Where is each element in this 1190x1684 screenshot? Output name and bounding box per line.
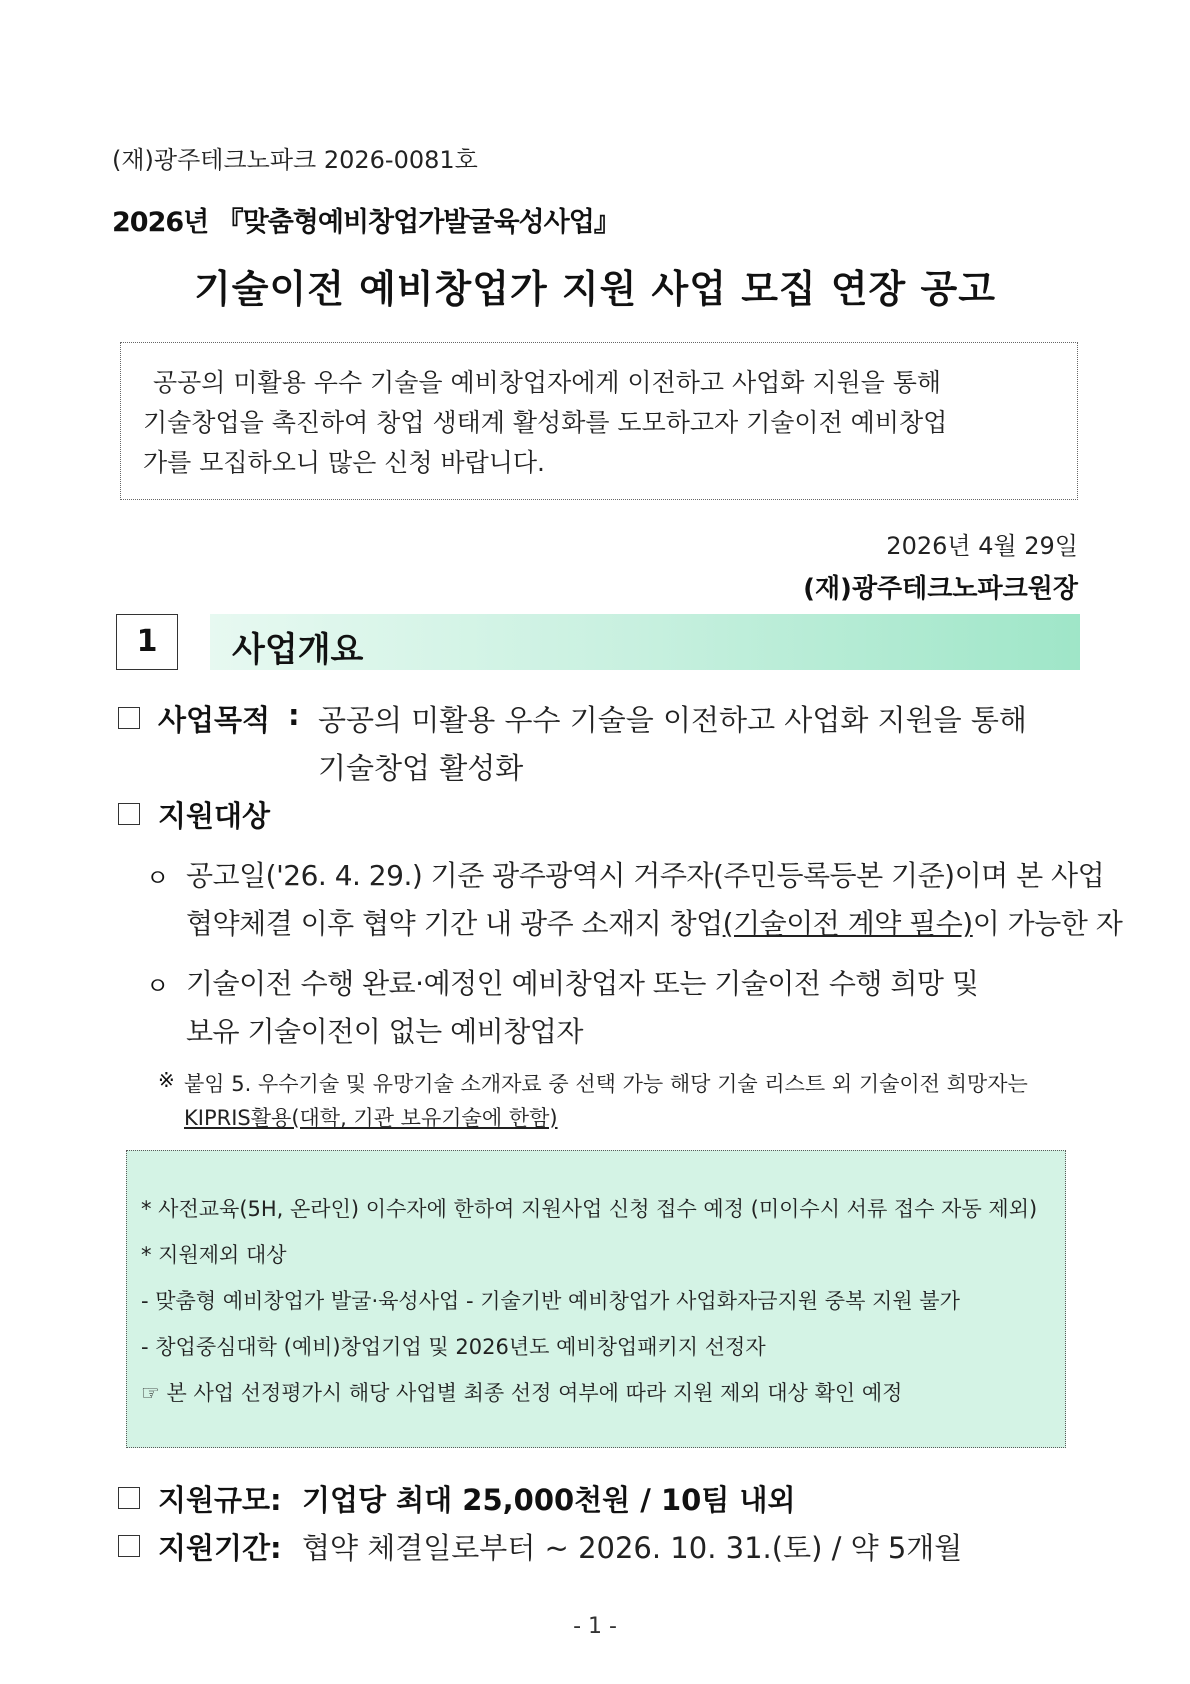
- page-number: - 1 -: [573, 1614, 617, 1639]
- checkbox-icon: [118, 803, 140, 825]
- period-text: 협약 체결일로부터 ~ 2026. 10. 31.(토) / 약 5개월: [302, 1531, 963, 1565]
- purpose-label: 사업목적: [158, 703, 271, 737]
- section-number: 1: [116, 614, 178, 670]
- scale-text: 기업당 최대 25,000천원 / 10팀 내외: [302, 1483, 796, 1517]
- intro-line-2: 기술창업을 촉진하여 창업 생태계 활성화를 도모하고자 기술이전 예비창업: [143, 408, 948, 437]
- note-line-2: KIPRIS활용(대학, 기관 보유기술에 한함): [184, 1106, 558, 1130]
- note-line-1: 붙임 5. 우수기술 및 유망기술 소개자료 중 선택 가능 해당 기술 리스트 외 기술이전 희망자는: [184, 1072, 1028, 1096]
- period-label: 지원기간:: [158, 1531, 282, 1565]
- issuer: (재)광주테크노파크원장: [803, 574, 1078, 604]
- info-box: [126, 1150, 1066, 1448]
- target-item-1-line-2: 협약체결 이후 협약 기간 내 광주 소재지 창업(기술이전 계약 필수)이 가능한 자: [186, 907, 1123, 940]
- scale-label: 지원규모:: [158, 1483, 282, 1517]
- program-name: 2026년 『맞춤형예비창업가발굴육성사업』: [112, 207, 620, 238]
- purpose-colon: :: [288, 698, 300, 732]
- section-title: 사업개요: [232, 630, 364, 670]
- document-number: (재)광주테크노파크 2026-0081호: [112, 146, 478, 174]
- info-line-3: - 맞춤형 예비창업가 발굴·육성사업 - 기술기반 예비창업가 사업화자금지원 중복 지원 불가: [141, 1289, 960, 1313]
- target-item-1-line-1: 공고일('26. 4. 29.) 기준 광주광역시 거주자(주민등록등본 기준)이며 본 사업: [186, 859, 1105, 892]
- target-item-2-line-1: 기술이전 수행 완료·예정인 예비창업자 또는 기술이전 수행 희망 및: [186, 967, 979, 1000]
- purpose-text-line-2: 기술창업 활성화: [318, 751, 524, 785]
- intro-line-3: 가를 모집하오니 많은 신청 바랍니다.: [143, 448, 545, 477]
- bullet-icon: ㅇ: [146, 972, 170, 1000]
- section-title-bar: [210, 614, 1080, 670]
- note-symbol: ※: [158, 1068, 175, 1092]
- announcement-date: 2026년 4월 29일: [886, 532, 1078, 560]
- target-label: 지원대상: [158, 799, 271, 833]
- info-line-1: * 사전교육(5H, 온라인) 이수자에 한하여 지원사업 신청 접수 예정 (미이수시 서류 접수 자동 제외): [141, 1197, 1038, 1221]
- info-line-2: * 지원제외 대상: [141, 1243, 287, 1267]
- underlined-requirement: (기술이전 계약 필수): [722, 907, 973, 940]
- checkbox-icon: [118, 1535, 140, 1557]
- intro-line-1: 공공의 미활용 우수 기술을 예비창업자에게 이전하고 사업화 지원을 통해: [153, 368, 942, 397]
- checkbox-icon: [118, 1487, 140, 1509]
- target-item-2-line-2: 보유 기술이전이 없는 예비창업자: [186, 1015, 583, 1048]
- purpose-text-line-1: 공공의 미활용 우수 기술을 이전하고 사업화 지원을 통해: [318, 703, 1027, 737]
- page-title: 기술이전 예비창업가 지원 사업 모집 연장 공고: [194, 267, 996, 311]
- intro-box: [120, 342, 1078, 500]
- bullet-icon: ㅇ: [146, 864, 170, 892]
- checkbox-icon: [118, 707, 140, 729]
- info-line-5: ☞ 본 사업 선정평가시 해당 사업별 최종 선정 여부에 따라 지원 제외 대상 확인 예정: [141, 1381, 903, 1405]
- info-line-4: - 창업중심대학 (예비)창업기업 및 2026년도 예비창업패키지 선정자: [141, 1335, 766, 1359]
